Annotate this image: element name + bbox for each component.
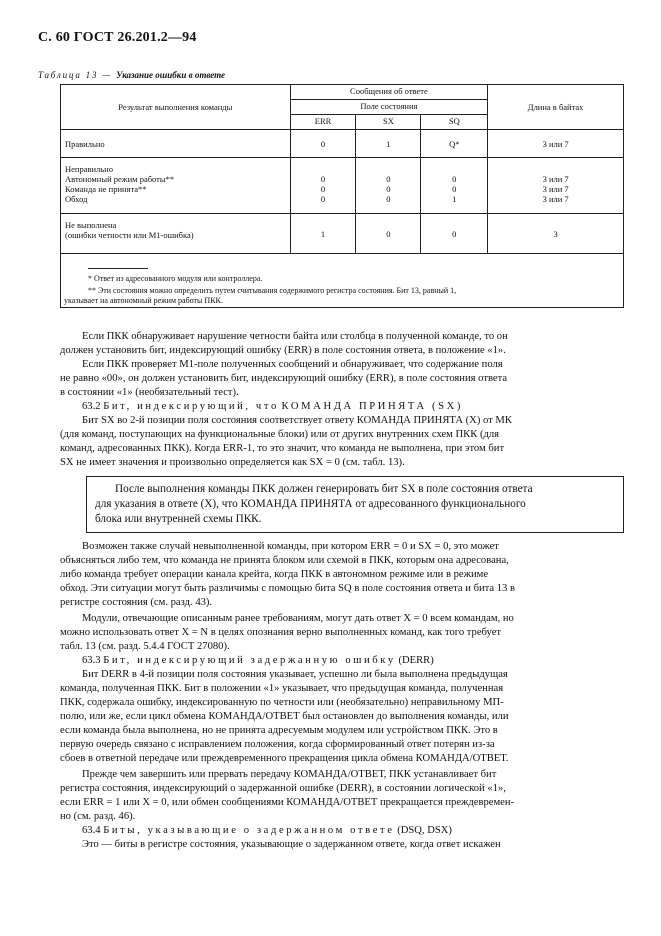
- cell-sx: 0: [356, 214, 421, 254]
- header-messages: Сообщения об ответе: [290, 85, 488, 100]
- footnote-divider: [88, 268, 148, 269]
- cell-sq: Q*: [421, 130, 488, 158]
- table-row: [61, 130, 624, 158]
- box-line-1: После выполнения команды ПКК должен генерировать бит SX в поле состояния ответа: [115, 483, 533, 495]
- cell-length: 3 или 7: [488, 130, 624, 158]
- section-heading-63-3: [60, 654, 626, 667]
- section-title-code: КОМАНДА ПРИНЯТА (SX): [281, 401, 463, 412]
- header-status-field: Поле состояния: [290, 100, 488, 115]
- paragraph-6-line-7: сбоев в ответной передаче или преждевременного прекращения цикла обмена КОМАНДА/ОТВЕТ.: [60, 753, 509, 764]
- table-row: [61, 214, 624, 254]
- section-title-code: (DERR): [398, 655, 434, 666]
- row-label: Правильно: [61, 130, 291, 158]
- paragraph-7-line-2: регистра состояния, индексирующий о задержанной ошибке (DERR), в состоянии логической «1»,: [60, 783, 506, 794]
- paragraph-7-line-3: если ERR = 1 или X = 0, или обмен сообщениями КОМАНДА/ОТВЕТ прекращается преждевремен-: [60, 797, 515, 808]
- paragraph-5-line-3: табл. 13 (см. разд. 5.4.4 ГОСТ 27080).: [60, 641, 230, 652]
- paragraph-6-line-3: ПКК, содержала ошибку, индексированную по четности или (необязательно) неправильному МП-: [60, 697, 504, 708]
- cell-length: 3: [488, 214, 624, 254]
- paragraph-4-line-3: либо команда требует операции канала крейта, когда ПКК в автономном режиме или в режиме: [60, 569, 489, 580]
- paragraph-1-line-2: должен установить бит, индексирующий ошибку (ERR) в поле состояния ответа, в положение «1».: [60, 345, 506, 356]
- paragraph-2-line-1: Если ПКК проверяет M1-поле полученных сообщений и обнаруживает, что содержание поля: [82, 359, 503, 370]
- row-label: (ошибки четности или M1-ошибка): [65, 230, 194, 240]
- row-label: Команда не принята**: [65, 184, 147, 194]
- footnote-1: * Ответ из адресованного модуля или контроллера.: [88, 274, 263, 283]
- table-caption: [38, 70, 225, 80]
- paragraph-3-line-4: SX не имеет значения и произвольно определяется как SX = 0 (см. табл. 13).: [60, 457, 405, 468]
- cell-sx: 0: [386, 184, 391, 194]
- cell-sx: 0: [386, 174, 391, 184]
- cell-sx: 1: [356, 130, 421, 158]
- paragraph-6-line-4: полю, или же, если цикл обмена КОМАНДА/ОТВЕТ был остановлен до выполнения команды, или: [60, 711, 509, 722]
- requirement-box: [86, 476, 624, 533]
- paragraph-8-line-1: Это — биты в регистре состояния, указывающие о задержанном ответе, когда ответ искажен: [82, 839, 501, 850]
- cell-sq: 1: [452, 194, 457, 204]
- header-result: Результат выполнения команды: [61, 85, 291, 130]
- cell-err: 0: [320, 184, 326, 194]
- section-title: Биты, указывающие о задержанном ответе: [103, 825, 395, 836]
- section-number: 63.2: [82, 401, 101, 412]
- paragraph-6-line-6: первую очередь связано с исправлением положения, когда сформированный ответ потерян из-за: [60, 739, 495, 750]
- box-line-2: для указания в ответе (X), что КОМАНДА ПРИНЯТА от адресованного функционального: [95, 498, 526, 510]
- header-err: ERR: [290, 115, 356, 130]
- footnote-2-line-1: ** Эти состояния можно определить путем считывания содержимого регистра состояния. Бит 13, равный 1,: [88, 286, 457, 295]
- section-heading-63-2: [60, 400, 626, 413]
- cell-sx: 0: [386, 194, 391, 204]
- table-caption-title: Указание ошибки в ответе: [116, 70, 226, 80]
- section-heading-63-4: [60, 824, 626, 837]
- paragraph-7-line-1: Прежде чем завершить или прервать передачу КОМАНДА/ОТВЕТ, ПКК устанавливает бит: [82, 769, 497, 780]
- section-number: 63.3: [82, 655, 101, 666]
- paragraph-4-line-5: регистре состояния (см. разд. 43).: [60, 597, 213, 608]
- cell-sq: 0: [452, 174, 457, 184]
- paragraph-6-line-1: Бит DERR в 4-й позиции поля состояния указывает, успешно ли была выполнена предыдущая: [82, 669, 508, 680]
- page-header: С. 60 ГОСТ 26.201.2—94: [38, 30, 197, 45]
- cell-sq: 0: [452, 184, 457, 194]
- cell-length: 3 или 7: [542, 174, 569, 184]
- section-title-code: (DSQ, DSX): [397, 825, 452, 836]
- row-label: Обход: [65, 194, 88, 204]
- section-number: 63.4: [82, 825, 101, 836]
- cell-err: 0: [320, 174, 326, 184]
- section-title: Бит, индексирующий задержанную ошибку: [103, 655, 396, 666]
- header-sx: SX: [356, 115, 421, 130]
- row-label: Неправильно: [65, 164, 113, 174]
- cell-err: 0: [290, 130, 356, 158]
- paragraph-5-line-1: Модули, отвечающие описанным ранее требованиям, могут дать ответ X = 0 всем командам, но: [82, 613, 514, 624]
- paragraph-2-line-3: в состоянии «1» (необязательный тест).: [60, 387, 239, 398]
- paragraph-4-line-2: объясняться либо тем, что команда не принята блоком или схемой в ПКК, которым она адресована,: [60, 555, 509, 566]
- paragraph-6-line-5: если команда была выполнена, но не принята адресуемым модулем или устройством ПКК. Это в: [60, 725, 498, 736]
- paragraph-1-line-1: Если ПКК обнаруживает нарушение четности байта или столбца в полученной команде, то он: [82, 331, 508, 342]
- table-row: [61, 158, 624, 214]
- paragraph-3-line-2: (для команд, поступающих на функциональные блоки) или от других внутренних схем ПКК (для: [60, 429, 500, 440]
- paragraph-6-line-2: команда, полученная ПКК. Бит в положении «1» указывает, что предыдущая команда, полученная: [60, 683, 504, 694]
- cell-length: 3 или 7: [542, 194, 569, 204]
- footnote-2-line-2: указывает на автономный режим работы ПКК.: [64, 296, 223, 305]
- paragraph-7-line-4: но (см. разд. 46).: [60, 811, 136, 822]
- box-line-3: блока или внутренней схемы ПКК.: [95, 513, 262, 525]
- header-length: Длина в байтах: [488, 85, 624, 130]
- cell-err: 1: [290, 214, 356, 254]
- paragraph-3-line-3: команд, адресованных ПКК). Когда ERR-1, то это значит, что команда не выполнена, при этом бит: [60, 443, 505, 454]
- header-sq: SQ: [421, 115, 488, 130]
- paragraph-5-line-2: можно использовать ответ X = N в целях опознания верно выполненных команд, как того требует: [60, 627, 502, 638]
- paragraph-4-line-4: обход. Эти ситуации могут быть различимы с помощью бита SQ в поле состояния ответа и бита 13 в: [60, 583, 516, 594]
- cell-sq: 0: [421, 214, 488, 254]
- paragraph-3-line-1: Бит SX во 2-й позиции поля состояния соответствует ответу КОМАНДА ПРИНЯТА (X) от МК: [82, 415, 512, 426]
- cell-length: 3 или 7: [542, 184, 569, 194]
- paragraph-4-line-1: Возможен также случай невыполненной команды, при котором ERR = 0 и SX = 0, это может: [82, 541, 499, 552]
- section-title: Бит, индексирующий, что: [103, 401, 279, 412]
- cell-err: 0: [320, 194, 326, 204]
- paragraph-2-line-2: не равно «00», он должен установить бит, индексирующий ошибку (ERR), в поле состояния ответа: [60, 373, 508, 384]
- row-label: Автономный режим работы**: [65, 174, 175, 184]
- row-label: Не выполнена: [65, 220, 117, 230]
- table-caption-prefix: Таблица 13 —: [38, 70, 117, 80]
